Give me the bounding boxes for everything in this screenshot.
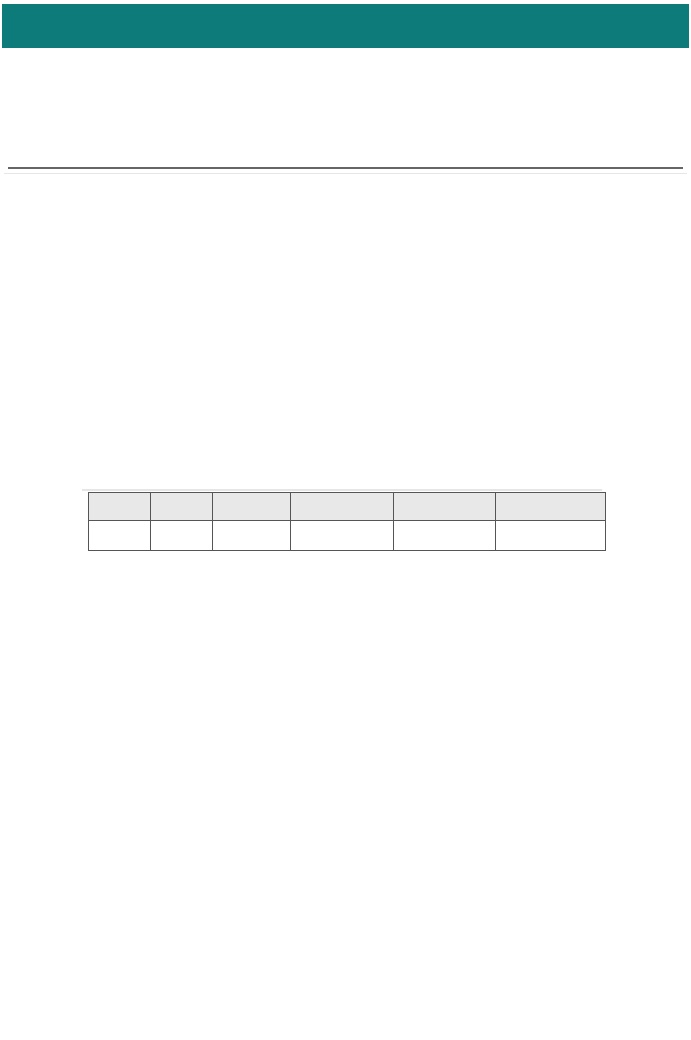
table-row (89, 521, 606, 551)
variant-table-header (89, 493, 606, 521)
col-amino-acid (290, 493, 394, 521)
col-zygosity (394, 493, 496, 521)
report-frame (4, 173, 687, 1028)
report-title-bar (2, 4, 689, 48)
comment-section (82, 640, 607, 641)
col-nucleotide (212, 493, 290, 521)
col-accession (496, 493, 606, 521)
variant-table (88, 492, 606, 551)
cell-amino-acid (290, 521, 394, 551)
cell-zygosity (394, 521, 496, 551)
col-exon (150, 493, 212, 521)
report-body (0, 170, 691, 1030)
cell-nucleotide (212, 521, 290, 551)
patient-info-block (0, 50, 691, 166)
sequence-chromatogram (82, 398, 602, 493)
cell-exon (150, 521, 212, 551)
info-divider (8, 167, 683, 169)
col-type (89, 493, 151, 521)
cell-accession (496, 521, 606, 551)
cell-type (89, 521, 151, 551)
